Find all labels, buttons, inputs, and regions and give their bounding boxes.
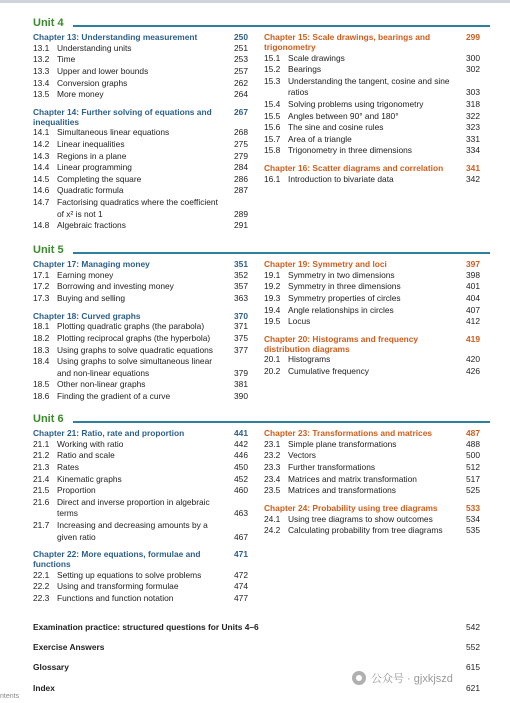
section-entry [33,497,248,520]
section-title: Linear inequalities [57,138,125,149]
section-page: 535 [466,525,480,536]
section-page: 412 [466,316,480,327]
section-page: 426 [466,365,480,376]
back-matter-list [33,622,480,703]
chapter-title: Chapter 14: Further solving of equations and inequalities [33,106,212,127]
section-entry [33,174,248,186]
section-entry [33,66,248,78]
section-entry [264,450,480,462]
section-title: Matrices and transformations [288,485,396,496]
back-matter-page: 621 [466,682,480,693]
section-entry [264,174,480,186]
section-entry [33,391,248,403]
section-page: 291 [234,220,248,231]
back-matter-page: 552 [466,642,480,653]
section-title: Locus [288,316,311,327]
section-number: 23.2 [264,450,281,461]
section-title: Regions in a plane [57,150,127,161]
chapter-page: 487 [466,428,480,438]
section-title: Linear programming [57,162,132,173]
section-page: 257 [234,65,248,76]
section-title: Increasing and decreasing amounts by a given ratio [57,519,208,542]
section-number: 21.1 [33,438,50,449]
chapter-heading [33,108,248,128]
section-page: 303 [466,87,480,98]
section-title: Using and transforming formulae [57,581,179,592]
section-title: Simple plane transformations [288,438,397,449]
section-number: 20.2 [264,365,281,376]
unit-rule [73,421,490,423]
unit-6-right-column [264,429,480,537]
section-entry [33,345,248,357]
section-page: 268 [234,127,248,138]
chapter-heading [33,312,248,322]
section-number: 15.7 [264,133,281,144]
section-page: 264 [234,89,248,100]
section-entry [264,293,480,305]
section-page: 398 [466,269,480,280]
section-number: 14.6 [33,185,50,196]
section-number: 15.8 [264,145,281,156]
section-entry [33,127,248,139]
chapter-title: Chapter 18: Curved graphs [33,310,141,321]
section-entry [264,281,480,293]
section-title: Matrices and matrix transformation [288,473,417,484]
chapter-heading [264,260,480,270]
section-entry [33,54,248,66]
section-number: 15.1 [264,52,281,63]
back-matter-item [33,642,480,652]
chapter-heading [33,429,248,439]
section-number: 21.7 [33,519,50,530]
back-matter-page: 542 [466,622,480,632]
section-number: 21.6 [33,496,50,507]
section-title: Vectors [288,450,316,461]
section-title: Introduction to bivariate data [288,173,394,184]
section-entry [33,581,248,593]
section-entry [264,134,480,146]
chapter-page: 370 [234,310,248,321]
section-title: Cumulative frequency [288,365,369,376]
section-number: 24.2 [264,525,281,536]
section-entry [264,485,480,497]
section-page: 331 [466,133,480,144]
section-number: 22.2 [33,581,50,592]
watermark-text: 公众号 · gjxkjszd [371,673,453,685]
section-number: 14.2 [33,138,50,149]
section-page: 286 [234,173,248,184]
section-page: 371 [234,321,248,332]
section-entry [33,462,248,474]
unit-title: Unit 5 [33,244,64,256]
section-entry [33,379,248,391]
wechat-icon [352,671,366,685]
section-number: 13.5 [33,89,50,100]
section-page: 377 [234,344,248,355]
back-matter-title: Index [33,682,55,693]
section-title: Plotting quadratic graphs (the parabola) [57,321,205,332]
section-title: Further transformations [288,461,376,472]
chapter-heading [33,33,248,43]
section-page: 488 [466,438,480,449]
section-number: 16.1 [264,173,281,184]
section-number: 15.6 [264,122,281,133]
section-title: Scale drawings [288,52,345,63]
section-title: Understanding units [57,42,132,53]
chapter-title: Chapter 24: Probability using tree diagrams [264,502,438,513]
section-title: Direct and inverse proportion in algebraic terms [57,496,210,519]
section-entry [33,474,248,486]
section-number: 14.4 [33,162,50,173]
section-page: 534 [466,513,480,524]
section-page: 289 [234,208,248,219]
chapter-heading [33,260,248,270]
section-number: 13.1 [33,42,50,53]
section-entry [264,305,480,317]
section-entry [33,151,248,163]
section-number: 17.1 [33,269,50,280]
section-entry [264,64,480,76]
section-title: Proportion [57,485,96,496]
chapter-heading [264,504,480,514]
section-title: Factorising quadratics where the coefficient of x² is not 1 [57,196,218,219]
section-title: Buying and selling [57,292,125,303]
section-number: 21.3 [33,461,50,472]
section-title: Rates [57,461,79,472]
section-page: 381 [234,379,248,390]
section-number: 19.3 [264,292,281,303]
chapter-title: Chapter 16: Scatter diagrams and correlation [264,162,444,173]
section-number: 22.3 [33,592,50,603]
section-entry [264,525,480,537]
section-number: 14.1 [33,127,50,138]
top-border [0,0,510,3]
unit-rule [73,25,490,27]
section-page: 525 [466,485,480,496]
section-title: Simultaneous linear equations [57,127,170,138]
section-page: 251 [234,42,248,53]
chapter-title: Chapter 17: Managing money [33,259,150,269]
chapter-page: 419 [466,333,480,344]
section-entry [33,570,248,582]
chapter-heading [264,164,480,174]
section-title: Trigonometry in three dimensions [288,145,412,156]
section-entry [33,220,248,232]
chapter-title: Chapter 20: Histograms and frequency distribution diagrams [264,333,419,354]
section-entry [264,474,480,486]
section-title: Using graphs to solve quadratic equations [57,344,213,355]
section-title: Using tree diagrams to show outcomes [288,513,433,524]
chapter-page: 250 [234,32,248,42]
section-number: 18.2 [33,332,50,343]
section-entry [33,270,248,282]
section-title: Angle relationships in circles [288,304,394,315]
section-number: 15.2 [264,64,281,75]
section-title: Setting up equations to solve problems [57,569,202,580]
section-page: 342 [466,173,480,184]
section-number: 23.4 [264,473,281,484]
chapter-title: Chapter 23: Transformations and matrices [264,428,433,438]
section-entry [33,356,248,379]
section-entry [264,145,480,157]
section-title: Understanding the tangent, cosine and sine ratios [288,75,450,98]
section-page: 474 [234,581,248,592]
section-entry [33,197,248,220]
chapter-page: 441 [234,428,248,438]
section-title: Borrowing and investing money [57,281,174,292]
watermark [352,670,453,686]
section-number: 17.3 [33,292,50,303]
section-page: 477 [234,592,248,603]
chapter-heading [264,335,480,355]
section-title: Conversion graphs [57,77,128,88]
unit-title: Unit 4 [33,17,64,29]
section-page: 253 [234,54,248,65]
section-page: 375 [234,332,248,343]
section-title: Quadratic formula [57,185,124,196]
section-number: 21.5 [33,485,50,496]
section-page: 472 [234,569,248,580]
chapter-page: 397 [466,259,480,269]
section-entry [33,520,248,543]
section-number: 15.3 [264,75,281,86]
section-number: 23.3 [264,461,281,472]
section-title: Earning money [57,269,114,280]
section-number: 14.7 [33,196,50,207]
section-number: 15.4 [264,98,281,109]
section-page: 323 [466,122,480,133]
section-entry [264,366,480,378]
chapter-title: Chapter 15: Scale drawings, bearings and trigonometry [264,32,431,52]
section-entry [264,354,480,366]
chapter-heading [264,33,480,53]
back-matter-title: Examination practice: structured questions for Units 4–6 [33,622,259,632]
chapter-page: 351 [234,259,248,269]
section-entry [33,139,248,151]
section-entry [33,485,248,497]
section-title: Time [57,54,76,65]
section-page: 300 [466,52,480,63]
section-number: 14.5 [33,173,50,184]
section-entry [33,333,248,345]
section-number: 13.4 [33,77,50,88]
section-entry [264,53,480,65]
section-page: 363 [234,292,248,303]
section-page: 460 [234,485,248,496]
section-page: 284 [234,162,248,173]
section-number: 14.3 [33,150,50,161]
section-title: Symmetry properties of circles [288,292,401,303]
section-title: Symmetry in three dimensions [288,281,401,292]
section-page: 262 [234,77,248,88]
section-number: 19.5 [264,316,281,327]
section-title: Area of a triangle [288,133,352,144]
section-page: 442 [234,438,248,449]
section-page: 452 [234,473,248,484]
unit-5-left-column [33,260,248,403]
section-title: Kinematic graphs [57,473,122,484]
section-page: 446 [234,450,248,461]
section-entry [33,89,248,101]
section-entry [264,111,480,123]
section-entry [264,462,480,474]
chapter-title: Chapter 21: Ratio, rate and proportion [33,428,185,438]
back-matter-item [33,622,480,632]
section-number: 18.5 [33,379,50,390]
section-page: 379 [234,367,248,378]
section-number: 19.2 [264,281,281,292]
section-page: 404 [466,292,480,303]
section-title: Functions and function notation [57,592,174,603]
section-title: Finding the gradient of a curve [57,390,171,401]
section-page: 334 [466,145,480,156]
section-page: 512 [466,461,480,472]
section-entry [264,514,480,526]
section-title: Calculating probability from tree diagrams [288,525,443,536]
unit-5-right-column [264,260,480,378]
section-title: Angles between 90° and 180° [288,110,399,121]
chapter-title: Chapter 19: Symmetry and loci [264,259,387,269]
back-matter-title: Exercise Answers [33,642,105,653]
section-number: 19.1 [264,269,281,280]
section-title: Bearings [288,64,322,75]
section-title: Other non-linear graphs [57,379,146,390]
unit-6-header [33,413,490,427]
chapter-title: Chapter 22: More equations, formulae and functions [33,549,201,569]
chapter-page: 471 [234,549,248,560]
section-page: 420 [466,354,480,365]
section-page: 279 [234,150,248,161]
back-matter-title: Glossary [33,662,69,673]
chapter-page: 267 [234,106,248,117]
section-entry [264,122,480,134]
unit-rule [73,252,490,254]
section-title: Ratio and scale [57,450,115,461]
section-number: 13.2 [33,54,50,65]
section-number: 13.3 [33,65,50,76]
section-number: 23.1 [264,438,281,449]
section-number: 20.1 [264,354,281,365]
unit-4-left-column [33,33,248,232]
chapter-heading [33,550,248,570]
back-matter-page: 615 [466,662,480,673]
section-entry [264,76,480,99]
chapter-heading [264,429,480,439]
section-entry [33,185,248,197]
section-number: 18.3 [33,344,50,355]
chapter-page: 533 [466,502,480,513]
section-number: 19.4 [264,304,281,315]
section-title: Algebraic fractions [57,220,126,231]
chapter-title: Chapter 13: Understanding measurement [33,32,198,42]
section-entry [33,162,248,174]
section-page: 517 [466,473,480,484]
section-number: 14.8 [33,220,50,231]
section-title: Symmetry in two dimensions [288,269,395,280]
section-number: 21.4 [33,473,50,484]
section-entry [264,316,480,328]
section-number: 18.6 [33,390,50,401]
chapter-page: 341 [466,162,480,173]
section-number: 15.5 [264,110,281,121]
section-page: 450 [234,461,248,472]
section-number: 23.5 [264,485,281,496]
section-title: The sine and cosine rules [288,122,384,133]
section-title: Histograms [288,354,331,365]
section-page: 322 [466,110,480,121]
section-page: 352 [234,269,248,280]
section-entry [264,270,480,282]
unit-6-left-column [33,429,248,605]
unit-4-header [33,17,490,31]
section-title: Working with ratio [57,438,124,449]
section-number: 17.2 [33,281,50,292]
section-entry [33,450,248,462]
section-page: 357 [234,281,248,292]
section-entry [33,593,248,605]
section-page: 467 [234,531,248,542]
section-title: More money [57,89,104,100]
section-title: Using graphs to solve simultaneous linear and non-linear equations [57,356,213,378]
section-title: Plotting reciprocal graphs (the hyperbola) [57,332,211,343]
section-number: 18.1 [33,321,50,332]
section-page: 463 [234,508,248,519]
section-page: 302 [466,64,480,75]
section-number: 24.1 [264,513,281,524]
corner-text: ntents [0,693,20,700]
unit-5-header [33,244,490,258]
section-page: 287 [234,185,248,196]
section-entry [264,99,480,111]
section-number: 21.2 [33,450,50,461]
unit-title: Unit 6 [33,413,64,425]
section-entry [33,439,248,451]
unit-4-right-column [264,33,480,185]
section-page: 318 [466,98,480,109]
chapter-page: 299 [466,32,480,42]
section-page: 390 [234,390,248,401]
section-entry [33,43,248,55]
section-title: Upper and lower bounds [57,65,149,76]
section-number: 18.4 [33,356,50,367]
section-page: 401 [466,281,480,292]
section-page: 500 [466,450,480,461]
section-entry [264,439,480,451]
section-page: 275 [234,138,248,149]
section-entry [33,78,248,90]
section-entry [33,281,248,293]
section-page: 407 [466,304,480,315]
section-title: Completing the square [57,173,142,184]
section-entry [33,293,248,305]
section-entry [33,321,248,333]
section-number: 22.1 [33,569,50,580]
section-title: Solving problems using trigonometry [288,98,424,109]
